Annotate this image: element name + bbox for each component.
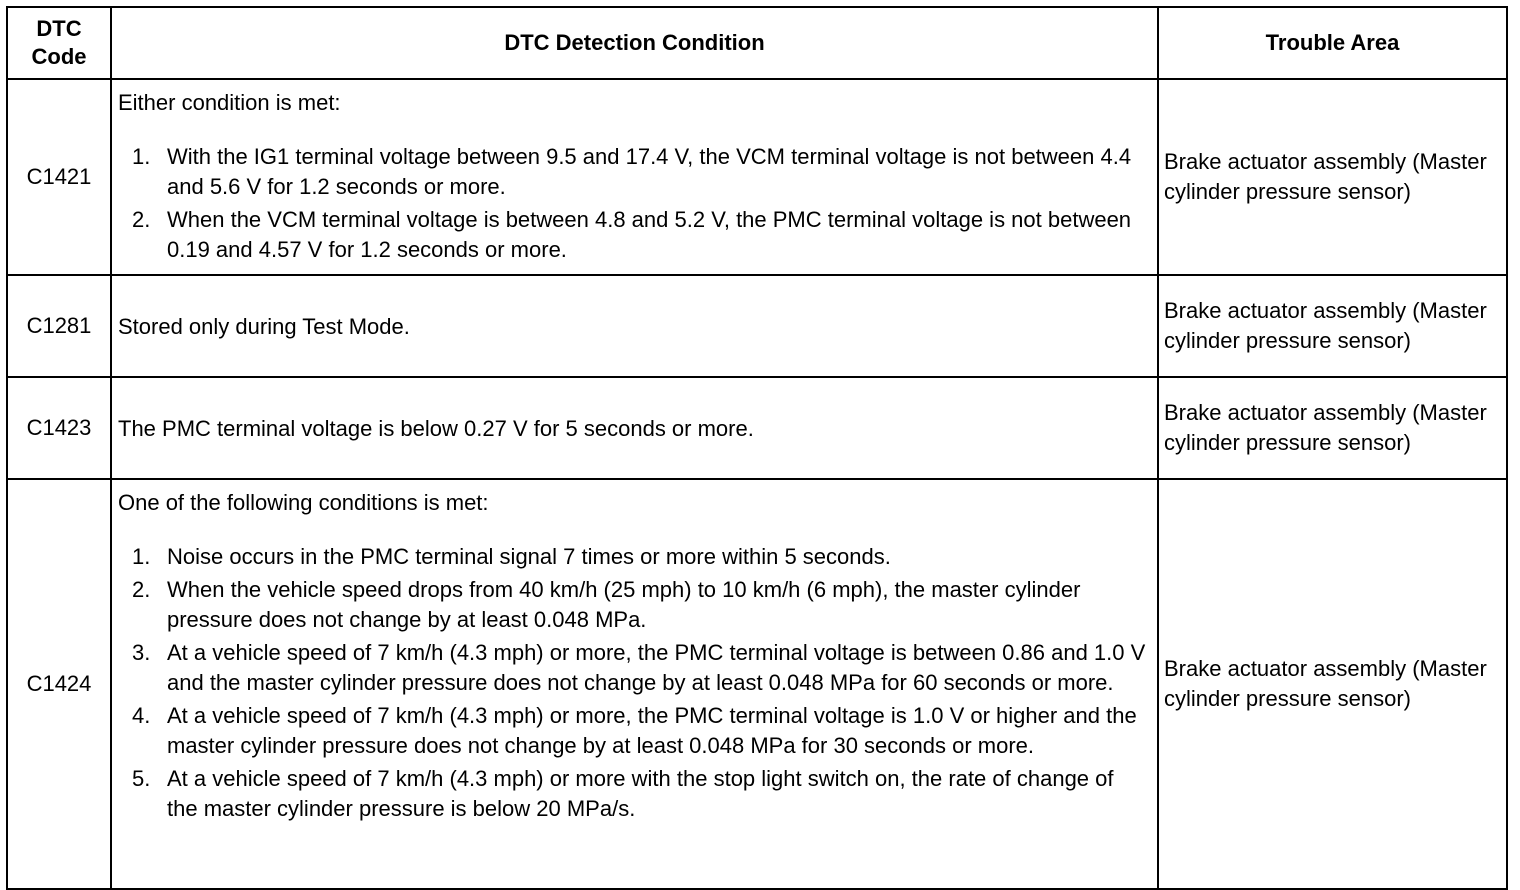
list-item-number: 2. [132, 577, 151, 602]
list-item-number: 1. [132, 144, 151, 169]
trouble-area-cell: Brake actuator assembly (Master cylinder pressure sensor) [1158, 479, 1507, 889]
header-detection-condition: DTC Detection Condition [111, 7, 1158, 79]
condition-intro: Either condition is met: [118, 90, 341, 115]
list-item-text: When the VCM terminal voltage is between 4.8 and 5.2 V, the PMC terminal voltage is not between 0.19 and 4.57 V for 1.2 seconds or more. [167, 207, 1132, 262]
trouble-area-cell: Brake actuator assembly (Master cylinder pressure sensor) [1158, 79, 1507, 275]
detection-condition-cell [111, 479, 1158, 889]
condition-list [118, 542, 1147, 824]
list-item-text: With the IG1 terminal voltage between 9.5 and 17.4 V, the VCM terminal voltage is not between 4.4 and 5.6 V for 1.2 seconds or more. [167, 144, 1132, 199]
condition-list [118, 142, 1147, 265]
list-item-text: When the vehicle speed drops from 40 km/h (25 mph) to 10 km/h (6 mph), the master cylinder pressure does not change by at least 0.048 MPa. [167, 577, 1081, 632]
detection-condition-cell: Stored only during Test Mode. [111, 275, 1158, 377]
list-item-text: At a vehicle speed of 7 km/h (4.3 mph) or more with the stop light switch on, the rate of change of the master cylinder pressure is below 20 MPa/s. [167, 766, 1114, 821]
table-row [7, 79, 1507, 275]
detection-condition-cell: The PMC terminal voltage is below 0.27 V for 5 seconds or more. [111, 377, 1158, 479]
list-item-text: At a vehicle speed of 7 km/h (4.3 mph) or more, the PMC terminal voltage is between 0.86 and 1.0 V and the master cylinder pressure does not change by at least 0.048 MPa for 60 seconds or more. [167, 640, 1146, 695]
trouble-area-cell: Brake actuator assembly (Master cylinder pressure sensor) [1158, 377, 1507, 479]
detection-condition-cell [111, 79, 1158, 275]
list-item-number: 3. [132, 640, 151, 665]
trouble-area-cell: Brake actuator assembly (Master cylinder pressure sensor) [1158, 275, 1507, 377]
list-item [118, 701, 1147, 761]
list-item [118, 764, 1147, 824]
condition-intro: One of the following conditions is met: [118, 490, 489, 515]
list-item [118, 542, 1147, 572]
table-header-row [7, 7, 1507, 79]
list-item-number: 1. [132, 544, 151, 569]
header-trouble-area: Trouble Area [1158, 7, 1507, 79]
table-row [7, 479, 1507, 889]
table-row [7, 275, 1507, 377]
list-item-number: 2. [132, 207, 151, 232]
header-dtc-code: DTC Code [7, 7, 111, 79]
list-item [118, 205, 1147, 265]
list-item-number: 4. [132, 703, 151, 728]
dtc-code-cell: C1421 [7, 79, 111, 275]
list-item [118, 638, 1147, 698]
dtc-code-cell: C1424 [7, 479, 111, 889]
dtc-code-cell: C1281 [7, 275, 111, 377]
list-item [118, 575, 1147, 635]
dtc-code-cell: C1423 [7, 377, 111, 479]
list-item-number: 5. [132, 766, 151, 791]
list-item [118, 142, 1147, 202]
list-item-text: At a vehicle speed of 7 km/h (4.3 mph) or more, the PMC terminal voltage is 1.0 V or higher and the master cylinder pressure does not change by at least 0.048 MPa for 30 seconds or more. [167, 703, 1137, 758]
dtc-table [6, 6, 1508, 890]
list-item-text: Noise occurs in the PMC terminal signal 7 times or more within 5 seconds. [167, 544, 891, 569]
table-row [7, 377, 1507, 479]
